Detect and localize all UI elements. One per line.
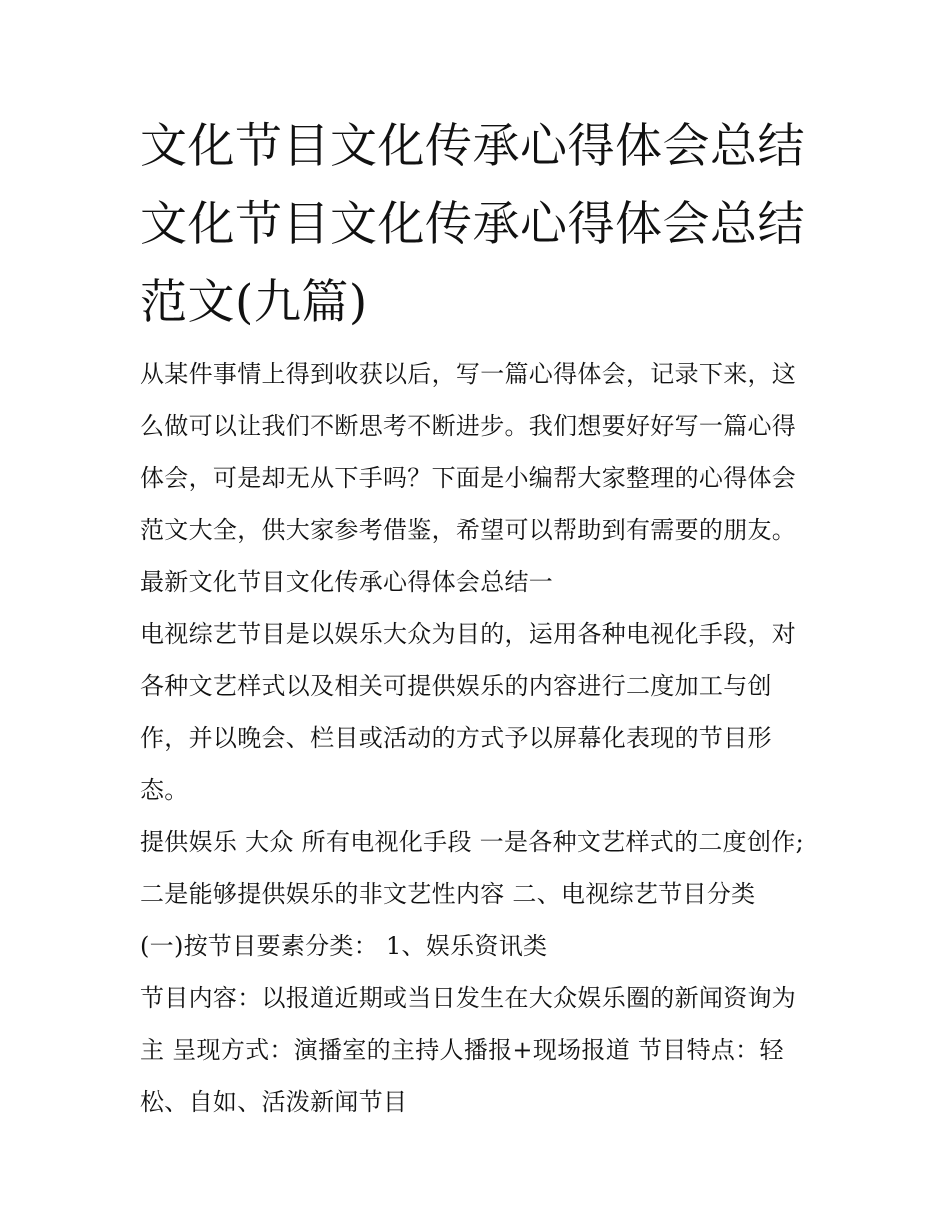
section-heading: 最新文化节目文化传承心得体会总结一 xyxy=(140,568,554,596)
document-title: 文化节目文化传承心得体会总结 文化节目文化传承心得体会总结范文(九篇) xyxy=(140,119,805,330)
document-page xyxy=(140,108,820,1128)
body-paragraph: 提供娱乐 大众 所有电视化手段 一是各种文艺样式的二度创作;二是能够提供娱乐的非文艺性内容 二、电视综艺节目分类 xyxy=(140,828,804,908)
body-paragraph: (一)按节目要素分类： 1、娱乐资讯类 xyxy=(140,932,548,960)
body-paragraph: 节目内容：以报道近期或当日发生在大众娱乐圈的新闻资询为主 呈现方式：演播室的主持人播报+现场报道 节目特点：轻松、自如、活泼新闻节目 xyxy=(140,984,797,1116)
intro-paragraph: 从某件事情上得到收获以后，写一篇心得体会，记录下来，这么做可以让我们不断思考不断进步。我们想要好好写一篇心得体会，可是却无从下手吗？下面是小编帮大家整理的心得体会范文大全，供大家参考借鉴，希望可以帮助到有需要的朋友。 xyxy=(140,360,797,544)
body-paragraph: 电视综艺节目是以娱乐大众为目的，运用各种电视化手段，对各种文艺样式以及相关可提供娱乐的内容进行二度加工与创作，并以晚会、栏目或活动的方式予以屏幕化表现的节目形态。 xyxy=(140,620,797,804)
